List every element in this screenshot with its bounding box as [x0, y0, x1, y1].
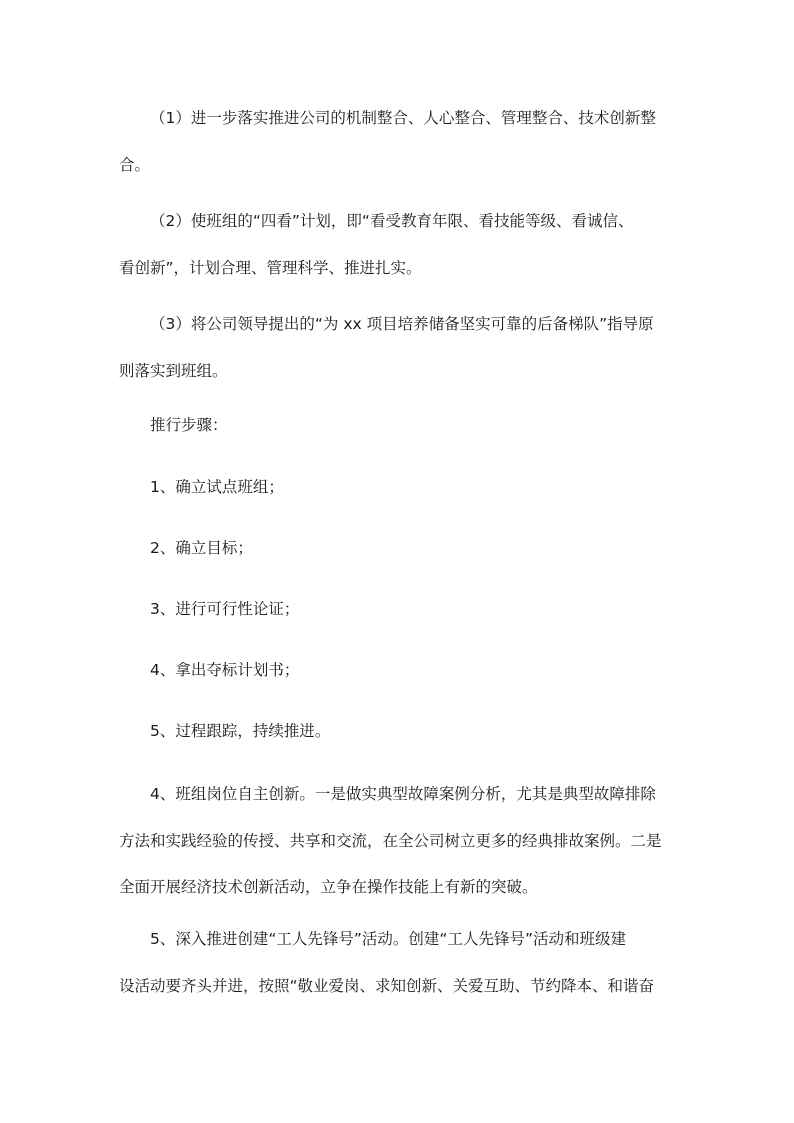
paragraph-3: [119, 317, 679, 379]
paragraph-line: （3）将公司领导提出的“为 xx 项目培养储备坚实可靠的后备梯队”指导原: [150, 315, 654, 333]
paragraph-line: 合。: [119, 155, 151, 174]
list-item: 1、确立试点班组；: [150, 478, 284, 496]
list-item: 5、过程跟踪，持续推进。: [150, 722, 331, 740]
paragraph-line: （2）使班组的“四看”计划，即“看受教育年限、看技能等级、看诚信、: [150, 212, 634, 230]
step-item-4: [119, 663, 679, 679]
step-item-2: [119, 541, 679, 557]
paragraph-10: [119, 787, 679, 896]
paragraph-1: [119, 111, 679, 173]
paragraph-line: （1）进一步落实推进公司的机制整合、人心整合、管理整合、技术创新整: [150, 109, 656, 127]
list-item: 4、拿出夺标计划书；: [150, 661, 300, 679]
paragraph-line: 看创新”，计划合理、管理科学、推进扎实。: [119, 258, 422, 277]
paragraph-line: 方法和实践经验的传授、共享和交流，在全公司树立更多的经典排故案例。二是: [119, 831, 662, 850]
paragraph-line: 4、班组岗位自主创新。一是做实典型故障案例分析，尤其是典型故障排除: [150, 785, 656, 803]
paragraph-4: [119, 418, 679, 434]
paragraph-line: 则落实到班组。: [119, 361, 228, 380]
paragraph-11: [119, 932, 679, 994]
paragraph-line: 5、深入推进创建“工人先锋号”活动。创建“工人先锋号”活动和班级建: [150, 930, 626, 948]
paragraph-2: [119, 214, 679, 276]
paragraph-line: 设活动要齐头并进，按照“敬业爱岗、求知创新、关爱互助、节约降本、和谐奋: [119, 976, 655, 995]
step-item-5: [119, 724, 679, 740]
section-heading: 推行步骤：: [150, 416, 228, 434]
list-item: 2、确立目标；: [150, 539, 253, 557]
step-item-1: [119, 480, 679, 496]
paragraph-line: 全面开展经济技术创新活动，立争在操作技能上有新的突破。: [119, 878, 538, 896]
list-item: 3、进行可行性论证；: [150, 600, 300, 618]
step-item-3: [119, 602, 679, 618]
